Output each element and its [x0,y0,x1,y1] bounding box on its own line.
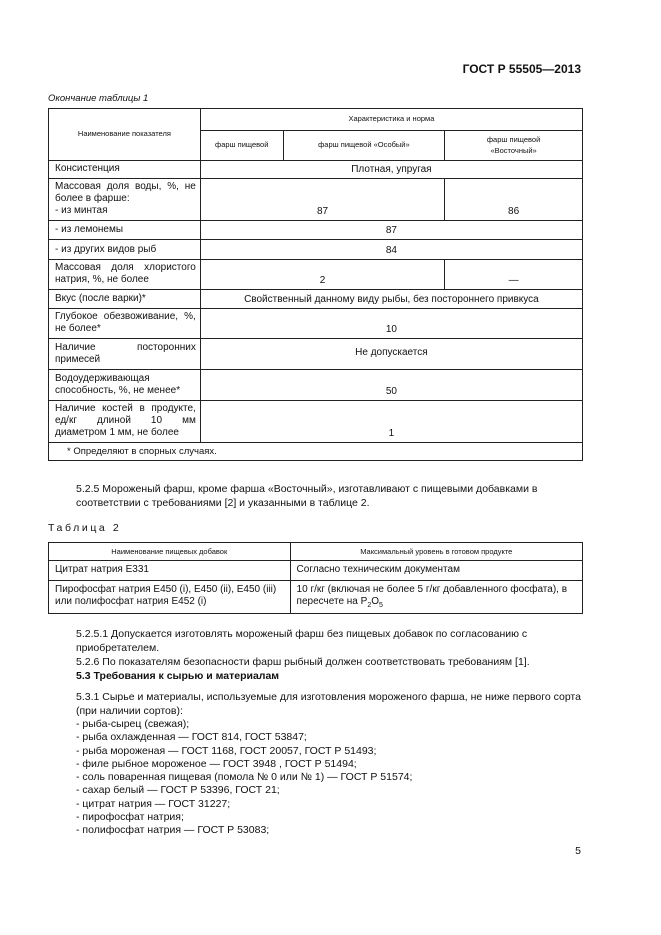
table-cell-value: 10 [200,309,582,339]
paragraph-text: 5.3.1 Сырье и материалы, используемые для изготовления мороженого фарша, не ниже первого сорта (при наличии сортов): [76,691,581,717]
table2-header-max: Максимальный уровень в готовом продукте [290,543,582,561]
table1-footnote: * Определяют в спорных случаях. [49,443,583,461]
table-row-label: Глубокое обезвоживание, %, не более* [49,309,201,339]
table-cell-value [290,581,582,614]
table-row-label [49,179,201,221]
table-row-label: - из лемонемы [49,221,201,240]
formula-sub: 2 [367,602,372,609]
water-share-label: Массовая доля воды, %, не более в фарше: - из минтая [55,181,196,216]
list-item: - рыба мороженая — ГОСТ 1168, ГОСТ 20057, ГОСТ Р 51493; [76,744,377,757]
standard-code: ГОСТ Р 55505—2013 [462,62,581,76]
table-row-label: Массовая доля хлористого натрия, %, не более [49,260,201,290]
paragraph-text: 5.2.5 Мороженый фарш, кроме фарша «Восточный», изготавливают с пищевыми добавками в соответствии с требованиями [2] и указанными в таблице 2. [76,483,538,509]
table-row-label: Водоудерживающая способность, %, не менее* [49,370,201,401]
formula-text: 10 г/кг (включая не более 5 г/кг добавленного фосфата), в пересчете на P [296,584,568,607]
paragraph-5-3-1 [48,690,583,718]
materials-list [48,718,583,838]
table-cell-value: Не допускается [200,339,582,370]
table-row-label: Наличие посторонних примесей [49,339,201,370]
list-item: - филе рыбное мороженое — ГОСТ 3948 , ГОСТ Р 51494; [76,757,357,770]
section-heading-5-3: 5.3 Требования к сырью и материалам [76,670,280,682]
page-number: 5 [575,845,581,857]
formula-oxygen: O [371,596,380,607]
table2-header-name: Наименование пищевых добавок [49,543,291,561]
table-cell-value: 2 [200,260,444,290]
table-cell-value: Свойственный данному виду рыбы, без постороннего привкуса [200,290,582,309]
table-cell-value: 87 [200,179,444,221]
paragraph-text: 5.2.5.1 Допускается изготовлять мороженый фарш без пищевых добавок по согласованию с приобретателем. [76,628,528,654]
list-item: - цитрат натрия — ГОСТ 31227; [76,797,231,810]
paragraph-5-2-5-1 [48,627,583,669]
table1-caption: Окончание таблицы 1 [48,93,149,104]
table1-header-name: Наименование показателя [49,109,201,161]
table1-header-col: фарш пищевой [200,131,283,161]
table-cell-value: 87 [200,221,582,240]
paragraph-5-2-5 [48,482,583,510]
table-cell-value: Согласно техническим документам [290,561,582,581]
table-cell-value: 84 [200,240,582,260]
table-cell-value: 86 [445,179,583,221]
table1-header-group: Характеристика и норма [200,109,582,131]
list-item: - полифосфат натрия — ГОСТ Р 53083; [76,824,270,837]
table-cell-value: Плотная, упругая [200,161,582,179]
table1-header-col: фарш пищевой «Восточный» [445,131,583,161]
formula-sub: 5 [379,602,383,609]
table-row-label: Вкус (после варки)* [49,290,201,309]
table-cell-value: 1 [200,401,582,443]
table-row-label: Консистенция [49,161,201,179]
table-row-label: Наличие костей в продукте, ед/кг длиной 10 мм диаметром 1 мм, не более [49,401,201,443]
paragraph-5-2-6: 5.2.6 По показателям безопасности фарш рыбный должен соответствовать требованиям [1]. [76,656,530,668]
table-row-label: - из других видов рыб [49,240,201,260]
table2-caption: Таблица 2 [48,522,122,534]
table1 [48,108,583,461]
table-cell-value: — [445,260,583,290]
table-row-label: Цитрат натрия Е331 [49,561,291,581]
table-cell-value: 50 [200,370,582,401]
list-item: - рыба-сырец (свежая); [76,718,190,730]
list-item: - пирофосфат натрия; [76,811,184,824]
table-row-label: Пирофосфат натрия Е450 (i), Е450 (ii), Е450 (iii) или полифосфат натрия Е452 (i) [49,581,291,614]
table1-header-col: фарш пищевой «Особый» [283,131,445,161]
list-item: - сахар белый — ГОСТ Р 53396, ГОСТ 21; [76,784,280,797]
list-item: - соль поваренная пищевая (помола № 0 или № 1) — ГОСТ Р 51574; [76,771,413,784]
table2 [48,542,583,614]
list-item: - рыба охлажденная — ГОСТ 814, ГОСТ 53847; [76,731,307,744]
